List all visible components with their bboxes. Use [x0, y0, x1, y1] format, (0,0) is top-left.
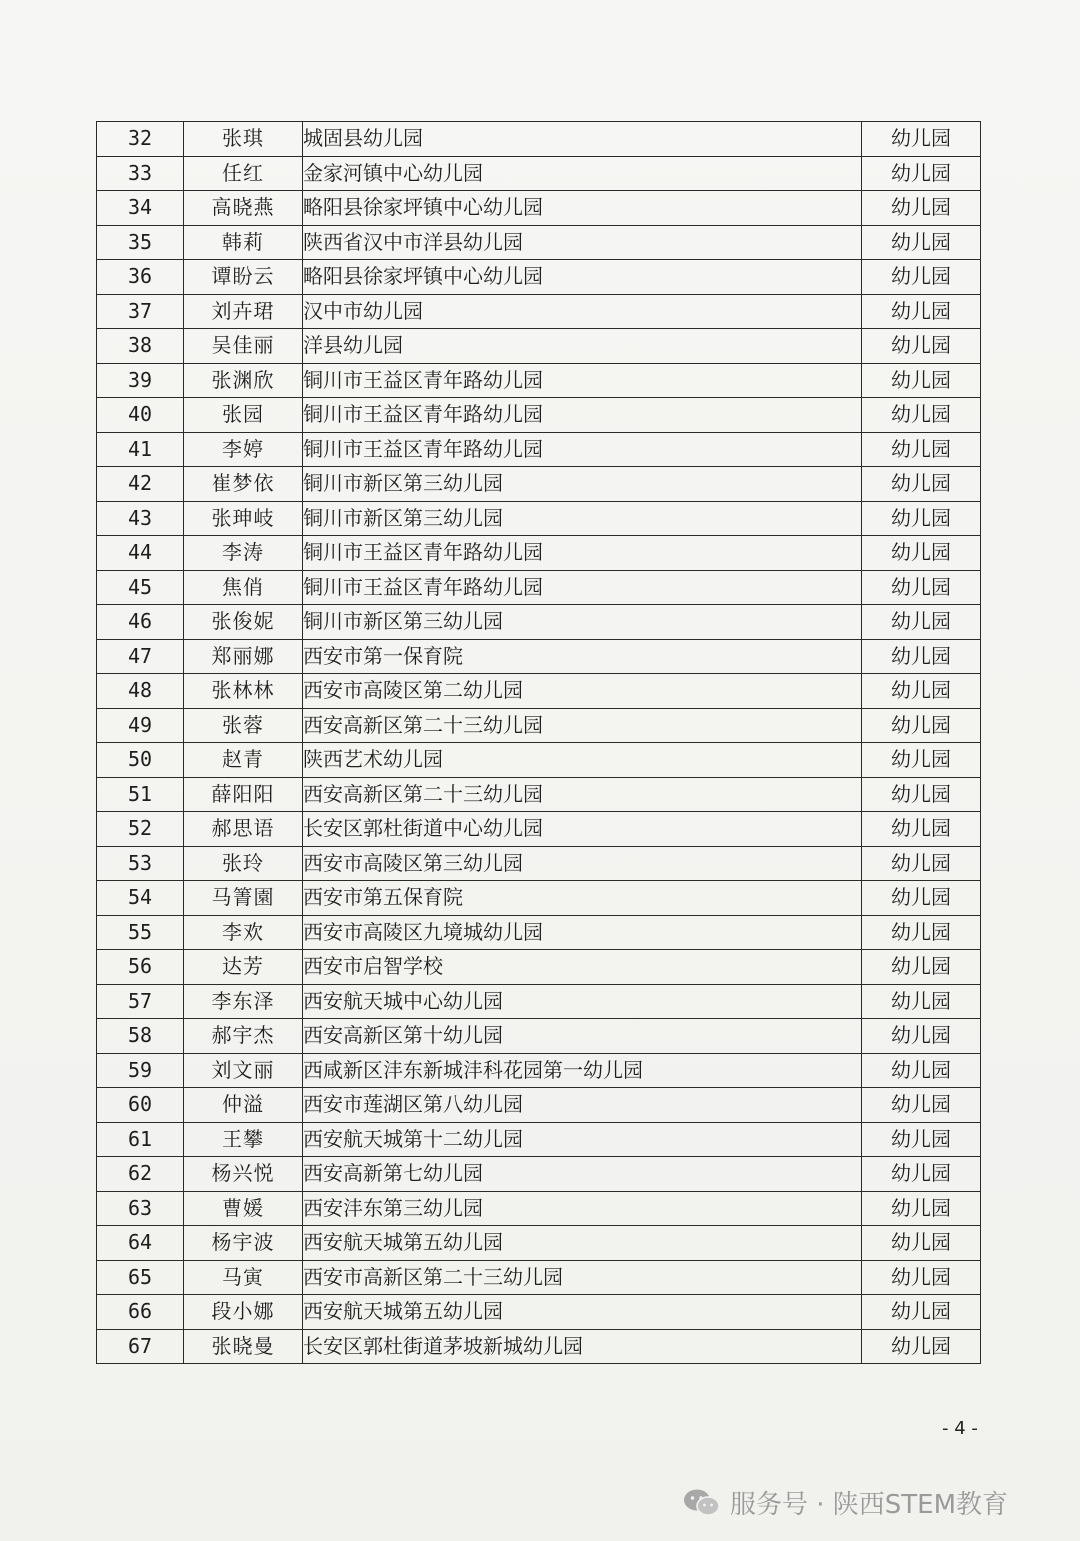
table-row	[97, 1329, 981, 1364]
category-cell: 幼儿园	[862, 1226, 981, 1261]
unit-cell: 铜川市王益区青年路幼儿园	[303, 536, 862, 571]
table-row	[97, 1053, 981, 1088]
category-cell: 幼儿园	[862, 743, 981, 778]
category-cell: 幼儿园	[862, 1157, 981, 1192]
category-cell: 幼儿园	[862, 950, 981, 985]
unit-cell: 西安航天城第十二幼儿园	[303, 1122, 862, 1157]
table-row	[97, 536, 981, 571]
category-cell: 幼儿园	[862, 708, 981, 743]
row-number-cell: 40	[97, 398, 184, 433]
table-row	[97, 1088, 981, 1123]
row-number-cell: 47	[97, 639, 184, 674]
row-number-cell: 58	[97, 1019, 184, 1054]
row-number-cell: 63	[97, 1191, 184, 1226]
table-row	[97, 708, 981, 743]
category-cell: 幼儿园	[862, 260, 981, 295]
table-row	[97, 1226, 981, 1261]
unit-cell: 洋县幼儿园	[303, 329, 862, 364]
row-number-cell: 55	[97, 915, 184, 950]
name-cell: 焦俏	[184, 570, 303, 605]
name-cell: 马箐園	[184, 881, 303, 916]
name-cell: 张琪	[184, 122, 303, 157]
table-row	[97, 294, 981, 329]
row-number-cell: 61	[97, 1122, 184, 1157]
category-cell: 幼儿园	[862, 1329, 981, 1364]
table-row	[97, 777, 981, 812]
unit-cell: 西安市高陵区九境城幼儿园	[303, 915, 862, 950]
unit-cell: 铜川市王益区青年路幼儿园	[303, 432, 862, 467]
unit-cell: 铜川市王益区青年路幼儿园	[303, 570, 862, 605]
row-number-cell: 64	[97, 1226, 184, 1261]
name-cell: 张蓉	[184, 708, 303, 743]
table-row	[97, 984, 981, 1019]
row-number-cell: 57	[97, 984, 184, 1019]
category-cell: 幼儿园	[862, 1019, 981, 1054]
name-cell: 郝思语	[184, 812, 303, 847]
row-number-cell: 62	[97, 1157, 184, 1192]
row-number-cell: 45	[97, 570, 184, 605]
wechat-icon	[682, 1487, 722, 1519]
category-cell: 幼儿园	[862, 225, 981, 260]
name-cell: 薛阳阳	[184, 777, 303, 812]
unit-cell: 西安航天城中心幼儿园	[303, 984, 862, 1019]
name-cell: 李欢	[184, 915, 303, 950]
table-row	[97, 1019, 981, 1054]
name-cell: 仲溢	[184, 1088, 303, 1123]
unit-cell: 西安高新第七幼儿园	[303, 1157, 862, 1192]
unit-cell: 长安区郭杜街道中心幼儿园	[303, 812, 862, 847]
row-number-cell: 34	[97, 191, 184, 226]
name-cell: 王攀	[184, 1122, 303, 1157]
table-row	[97, 260, 981, 295]
name-cell: 张林林	[184, 674, 303, 709]
unit-cell: 西安沣东第三幼儿园	[303, 1191, 862, 1226]
table-row	[97, 674, 981, 709]
name-cell: 曹媛	[184, 1191, 303, 1226]
name-cell: 段小娜	[184, 1295, 303, 1330]
name-cell: 郝宇杰	[184, 1019, 303, 1054]
unit-cell: 西安市第五保育院	[303, 881, 862, 916]
category-cell: 幼儿园	[862, 881, 981, 916]
category-cell: 幼儿园	[862, 122, 981, 157]
name-cell: 张园	[184, 398, 303, 433]
category-cell: 幼儿园	[862, 363, 981, 398]
category-cell: 幼儿园	[862, 639, 981, 674]
row-number-cell: 42	[97, 467, 184, 502]
category-cell: 幼儿园	[862, 329, 981, 364]
name-cell: 马寅	[184, 1260, 303, 1295]
row-number-cell: 66	[97, 1295, 184, 1330]
unit-cell: 铜川市新区第三幼儿园	[303, 501, 862, 536]
unit-cell: 西安航天城第五幼儿园	[303, 1226, 862, 1261]
table-row	[97, 467, 981, 502]
table-row	[97, 812, 981, 847]
table-row	[97, 743, 981, 778]
category-cell: 幼儿园	[862, 570, 981, 605]
table-row	[97, 1157, 981, 1192]
name-cell: 张俊妮	[184, 605, 303, 640]
table-row	[97, 639, 981, 674]
row-number-cell: 33	[97, 156, 184, 191]
name-cell: 张渊欣	[184, 363, 303, 398]
unit-cell: 金家河镇中心幼儿园	[303, 156, 862, 191]
unit-cell: 西安市第一保育院	[303, 639, 862, 674]
table-row	[97, 950, 981, 985]
name-cell: 李涛	[184, 536, 303, 571]
row-number-cell: 44	[97, 536, 184, 571]
row-number-cell: 39	[97, 363, 184, 398]
category-cell: 幼儿园	[862, 501, 981, 536]
row-number-cell: 67	[97, 1329, 184, 1364]
name-cell: 李东泽	[184, 984, 303, 1019]
unit-cell: 西安高新区第二十三幼儿园	[303, 777, 862, 812]
unit-cell: 略阳县徐家坪镇中心幼儿园	[303, 260, 862, 295]
row-number-cell: 59	[97, 1053, 184, 1088]
unit-cell: 西咸新区沣东新城沣科花园第一幼儿园	[303, 1053, 862, 1088]
name-cell: 杨兴悦	[184, 1157, 303, 1192]
unit-cell: 略阳县徐家坪镇中心幼儿园	[303, 191, 862, 226]
category-cell: 幼儿园	[862, 1260, 981, 1295]
unit-cell: 铜川市王益区青年路幼儿园	[303, 363, 862, 398]
unit-cell: 西安高新区第二十三幼儿园	[303, 708, 862, 743]
row-number-cell: 53	[97, 846, 184, 881]
unit-cell: 长安区郭杜街道茅坡新城幼儿园	[303, 1329, 862, 1364]
table-row	[97, 605, 981, 640]
name-cell: 李婷	[184, 432, 303, 467]
table-row	[97, 156, 981, 191]
category-cell: 幼儿园	[862, 777, 981, 812]
unit-cell: 西安市高陵区第二幼儿园	[303, 674, 862, 709]
category-cell: 幼儿园	[862, 398, 981, 433]
category-cell: 幼儿园	[862, 674, 981, 709]
name-cell: 高晓燕	[184, 191, 303, 226]
table-row	[97, 1260, 981, 1295]
category-cell: 幼儿园	[862, 1122, 981, 1157]
name-cell: 刘卉珺	[184, 294, 303, 329]
row-number-cell: 54	[97, 881, 184, 916]
category-cell: 幼儿园	[862, 467, 981, 502]
table-row	[97, 570, 981, 605]
row-number-cell: 38	[97, 329, 184, 364]
category-cell: 幼儿园	[862, 536, 981, 571]
category-cell: 幼儿园	[862, 1088, 981, 1123]
row-number-cell: 65	[97, 1260, 184, 1295]
category-cell: 幼儿园	[862, 191, 981, 226]
row-number-cell: 32	[97, 122, 184, 157]
name-cell: 任红	[184, 156, 303, 191]
unit-cell: 城固县幼儿园	[303, 122, 862, 157]
table-row	[97, 915, 981, 950]
unit-cell: 汉中市幼儿园	[303, 294, 862, 329]
roster-table-body	[97, 122, 981, 1364]
category-cell: 幼儿园	[862, 812, 981, 847]
table-row	[97, 225, 981, 260]
watermark	[682, 1484, 1008, 1521]
table-row	[97, 881, 981, 916]
watermark-text: 服务号 · 陕西STEM教育	[730, 1490, 1009, 1520]
name-cell: 谭盼云	[184, 260, 303, 295]
table-row	[97, 432, 981, 467]
category-cell: 幼儿园	[862, 432, 981, 467]
unit-cell: 西安市高新区第二十三幼儿园	[303, 1260, 862, 1295]
unit-cell: 铜川市新区第三幼儿园	[303, 605, 862, 640]
row-number-cell: 46	[97, 605, 184, 640]
category-cell: 幼儿园	[862, 605, 981, 640]
row-number-cell: 35	[97, 225, 184, 260]
category-cell: 幼儿园	[862, 984, 981, 1019]
table-row	[97, 846, 981, 881]
name-cell: 郑丽娜	[184, 639, 303, 674]
row-number-cell: 52	[97, 812, 184, 847]
table-row	[97, 329, 981, 364]
name-cell: 达芳	[184, 950, 303, 985]
category-cell: 幼儿园	[862, 846, 981, 881]
page-number: - 4 -	[942, 1418, 978, 1439]
unit-cell: 西安高新区第十幼儿园	[303, 1019, 862, 1054]
table-row	[97, 501, 981, 536]
unit-cell: 陕西艺术幼儿园	[303, 743, 862, 778]
unit-cell: 西安航天城第五幼儿园	[303, 1295, 862, 1330]
name-cell: 赵青	[184, 743, 303, 778]
table-row	[97, 1191, 981, 1226]
category-cell: 幼儿园	[862, 1053, 981, 1088]
unit-cell: 陕西省汉中市洋县幼儿园	[303, 225, 862, 260]
name-cell: 韩莉	[184, 225, 303, 260]
category-cell: 幼儿园	[862, 156, 981, 191]
row-number-cell: 60	[97, 1088, 184, 1123]
table-row	[97, 191, 981, 226]
unit-cell: 西安市高陵区第三幼儿园	[303, 846, 862, 881]
row-number-cell: 43	[97, 501, 184, 536]
name-cell: 张晓曼	[184, 1329, 303, 1364]
table-row	[97, 1295, 981, 1330]
name-cell: 刘文丽	[184, 1053, 303, 1088]
table-row	[97, 1122, 981, 1157]
category-cell: 幼儿园	[862, 1295, 981, 1330]
unit-cell: 铜川市新区第三幼儿园	[303, 467, 862, 502]
name-cell: 张玲	[184, 846, 303, 881]
name-cell: 张珅岐	[184, 501, 303, 536]
category-cell: 幼儿园	[862, 1191, 981, 1226]
roster-table	[96, 121, 981, 1364]
row-number-cell: 50	[97, 743, 184, 778]
row-number-cell: 36	[97, 260, 184, 295]
table-row	[97, 363, 981, 398]
unit-cell: 西安市启智学校	[303, 950, 862, 985]
row-number-cell: 51	[97, 777, 184, 812]
row-number-cell: 48	[97, 674, 184, 709]
row-number-cell: 37	[97, 294, 184, 329]
table-row	[97, 122, 981, 157]
category-cell: 幼儿园	[862, 294, 981, 329]
unit-cell: 铜川市王益区青年路幼儿园	[303, 398, 862, 433]
name-cell: 吴佳丽	[184, 329, 303, 364]
row-number-cell: 49	[97, 708, 184, 743]
name-cell: 崔梦依	[184, 467, 303, 502]
unit-cell: 西安市莲湖区第八幼儿园	[303, 1088, 862, 1123]
row-number-cell: 56	[97, 950, 184, 985]
table-row	[97, 398, 981, 433]
category-cell: 幼儿园	[862, 915, 981, 950]
name-cell: 杨宇波	[184, 1226, 303, 1261]
row-number-cell: 41	[97, 432, 184, 467]
